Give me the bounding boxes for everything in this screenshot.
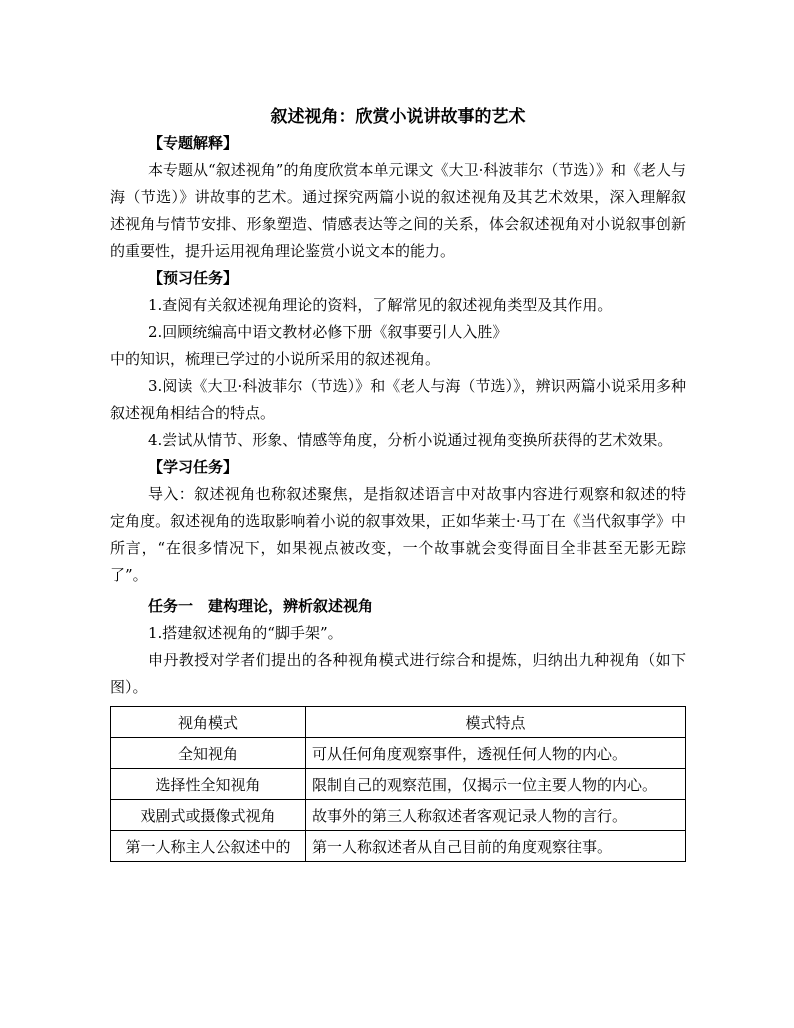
preview-item-4: 4.尝试从情节、形象、情感等角度，分析小说通过视角变换所获得的艺术效果。 xyxy=(148,431,673,449)
table-row xyxy=(111,800,686,831)
table-cell-mode: 第一人称主人公叙述中的 xyxy=(111,831,306,862)
section-heading-preview: 【预习任务】 xyxy=(148,269,239,287)
learning-intro-paragraph: 导入：叙述视角也称叙述聚焦，是指叙述语言中对故事内容进行观察和叙述的特定角度。叙述视角的选取影响着小说的叙事效果，正如华莱士·马丁在《当代叙事学》中所言，“在很多情况下，如果视点被改变，一个故事就会变得面目全非甚至无影无踪了”。 xyxy=(110,485,686,584)
task-1-paragraph: 申丹教授对学者们提出的各种视角模式进行综合和提炼，归纳出九种视角（如下图）。 xyxy=(110,651,686,696)
table-header-feature: 模式特点 xyxy=(306,707,686,738)
section-heading-explanation: 【专题解释】 xyxy=(148,134,239,152)
table-header-row xyxy=(111,707,686,738)
table-header-mode: 视角模式 xyxy=(111,707,306,738)
preview-item-2: 2.回顾统编高中语文教材必修下册《叙事要引人入胜》 xyxy=(148,323,508,341)
table-cell-feature: 故事外的第三人称叙述者客观记录人物的言行。 xyxy=(306,800,686,831)
table-cell-feature: 限制自己的观察范围，仅揭示一位主要人物的内心。 xyxy=(306,769,686,800)
table-cell-mode: 戏剧式或摄像式视角 xyxy=(111,800,306,831)
table-cell-feature: 第一人称叙述者从自己目前的角度观察往事。 xyxy=(306,831,686,862)
preview-item-2-continued: 中的知识，梳理已学过的小说所采用的叙述视角。 xyxy=(110,350,441,368)
table-row xyxy=(111,738,686,769)
table-cell-mode: 全知视角 xyxy=(111,738,306,769)
explanation-paragraph: 本专题从“叙述视角”的角度欣赏本单元课文《大卫·科波菲尔（节选）》和《老人与海（节选）》讲故事的艺术。通过探究两篇小说的叙述视角及其艺术效果，深入理解叙述视角与情节安排、形象塑造、情感表达等之间的关系，体会叙述视角对小说叙事创新的重要性，提升运用视角理论鉴赏小说文本的能力。 xyxy=(110,161,686,260)
task-1-heading: 任务一 建构理论，辨析叙述视角 xyxy=(148,597,374,615)
page-title: 叙述视角：欣赏小说讲故事的艺术 xyxy=(270,107,526,127)
preview-item-3: 3.阅读《大卫·科波菲尔（节选）》和《老人与海（节选）》，辨识两篇小说采用多种叙述视角相结合的特点。 xyxy=(110,377,686,422)
table-cell-mode: 选择性全知视角 xyxy=(111,769,306,800)
preview-item-1: 1.查阅有关叙述视角理论的资料，了解常见的叙述视角类型及其作用。 xyxy=(148,296,613,314)
section-heading-learning: 【学习任务】 xyxy=(148,458,239,476)
table-row xyxy=(111,831,686,862)
table-row xyxy=(111,769,686,800)
table-cell-feature: 可从任何角度观察事件，透视任何人物的内心。 xyxy=(306,738,686,769)
document-content xyxy=(110,104,686,862)
task-1-item-1: 1.搭建叙述视角的“脚手架”。 xyxy=(148,624,343,642)
perspective-modes-table xyxy=(110,706,686,862)
